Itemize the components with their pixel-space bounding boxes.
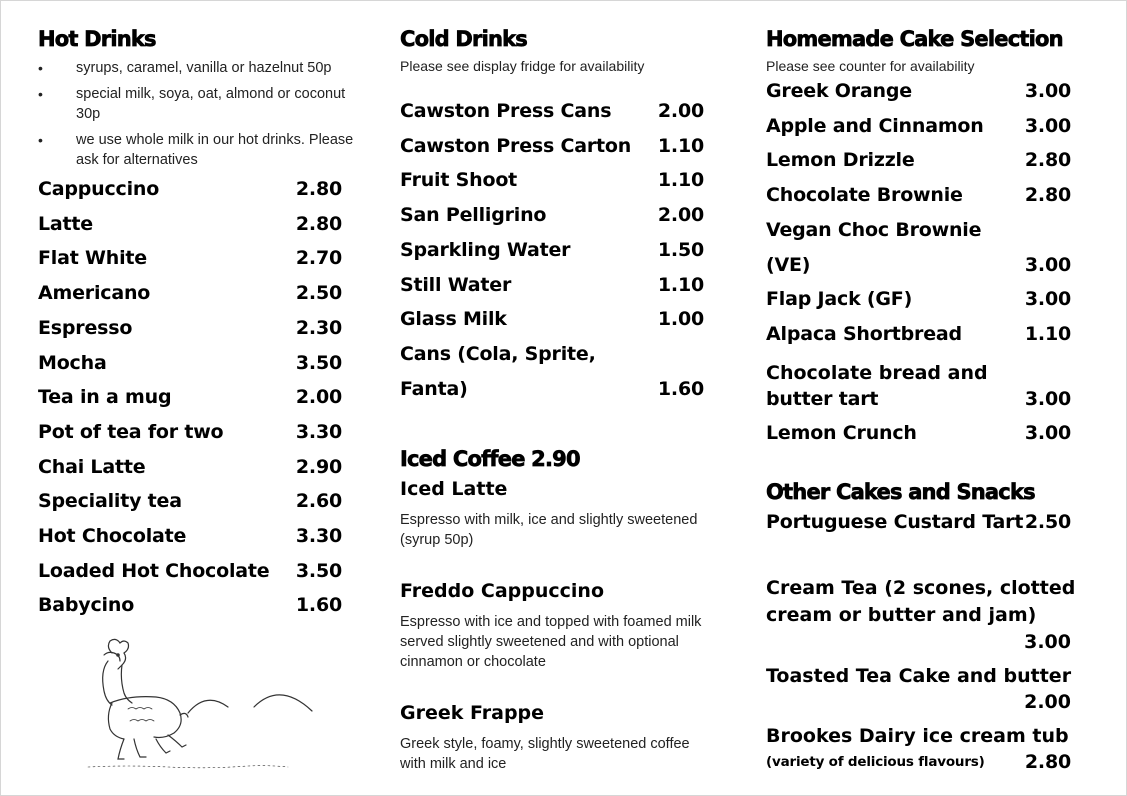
item-name: Apple and Cinnamon: [766, 114, 984, 137]
cake-note: Please see counter for availability: [766, 58, 975, 74]
iced-item-desc: Greek style, foamy, slightly sweetened coffee with milk and ice: [400, 736, 690, 773]
menu-item: [400, 268, 704, 303]
item-price: 2.80: [1024, 751, 1071, 774]
cold-drinks-list: [400, 94, 720, 406]
item-price: 2.80: [1024, 149, 1071, 172]
menu-item: [400, 233, 704, 268]
iced-coffee-item: [400, 698, 720, 774]
item-price: 3.00: [1024, 288, 1071, 311]
item-price: 1.50: [657, 238, 704, 261]
item-name: Portuguese Custard Tart: [766, 511, 1024, 534]
menu-item: [400, 337, 704, 406]
item-name: Latte: [38, 212, 93, 235]
item-name-line2: butter tart: [766, 387, 879, 410]
item-name: Hot Chocolate: [38, 525, 187, 548]
item-note-row: [766, 749, 1071, 775]
item-name: Mocha: [38, 351, 107, 374]
menu-item: [766, 360, 1071, 412]
iced-item-name: Freddo Cappuccino: [400, 580, 604, 603]
item-name: Flap Jack (GF): [766, 288, 913, 311]
item-name: Cawston Press Cans: [400, 100, 612, 122]
menu-item: [766, 317, 1071, 352]
item-name: Espresso: [38, 316, 133, 339]
menu-item: [400, 198, 704, 233]
item-price: 1.60: [295, 594, 342, 617]
item-name: Pot of tea for two: [38, 420, 224, 443]
item-name: Chocolate Brownie: [766, 184, 963, 207]
item-note: (variety of delicious flavours): [766, 754, 985, 771]
cold-drinks-note: Please see display fridge for availability: [400, 58, 645, 74]
item-price: 2.90: [295, 455, 342, 478]
item-name: Speciality tea: [38, 490, 182, 513]
menu-item: [400, 129, 704, 164]
item-price: 2.80: [295, 212, 342, 235]
item-name: Tea in a mug: [38, 386, 172, 409]
item-name: Vegan Choc Brownie (VE): [766, 218, 982, 276]
menu-item: [38, 380, 342, 415]
item-price: 2.00: [295, 386, 342, 409]
item-name: Still Water: [400, 273, 512, 296]
menu-item: [38, 415, 342, 450]
cold-drinks-column: [400, 24, 720, 774]
menu-item: [38, 172, 342, 207]
item-price: 1.10: [657, 169, 704, 192]
item-name: Lemon Drizzle: [766, 149, 915, 172]
item-price: 1.10: [657, 134, 704, 157]
menu-item: [38, 276, 342, 311]
item-price: 2.60: [295, 490, 342, 513]
item-name-line2: cream or butter and jam): [766, 604, 1037, 627]
cake-list: [766, 74, 1086, 450]
bullet-note: • special milk, soya, oat, almond or coconut 30p: [38, 84, 358, 124]
item-price: 2.70: [295, 247, 342, 270]
menu-item: [766, 575, 1086, 656]
hot-drinks-list: [38, 172, 358, 623]
item-price: 3.30: [295, 420, 342, 443]
item-name: Lemon Crunch: [766, 421, 917, 444]
menu-item: [766, 213, 1071, 282]
item-name: Sparkling Water: [400, 238, 571, 261]
item-price: 2.00: [657, 204, 704, 227]
item-name-line2-row: [766, 386, 1071, 412]
hot-drinks-notes: [38, 58, 358, 170]
item-price: 3.00: [1024, 387, 1071, 410]
menu-item: [38, 450, 342, 485]
item-price: 2.80: [295, 178, 342, 200]
iced-item-name: Iced Latte: [400, 478, 508, 501]
other-cakes-title: Other Cakes and Snacks: [766, 480, 1035, 505]
menu-item: [766, 178, 1071, 213]
hot-drinks-title: Hot Drinks: [38, 27, 156, 51]
item-price: 1.10: [657, 273, 704, 296]
item-name: Americano: [38, 282, 151, 305]
menu-item: [400, 94, 704, 129]
item-price: 3.50: [295, 351, 342, 374]
item-price: 3.00: [1024, 253, 1071, 276]
menu-item: [38, 588, 342, 623]
menu-item: [766, 723, 1086, 775]
item-price: 1.00: [657, 308, 704, 331]
item-name: Greek Orange: [766, 80, 912, 102]
menu-item: [38, 207, 342, 242]
menu-item: [38, 484, 342, 519]
iced-coffee-item: [400, 576, 720, 672]
item-name: Brookes Dairy ice cream tub: [766, 725, 1069, 748]
menu-item: [766, 282, 1071, 317]
item-name: Loaded Hot Chocolate: [38, 559, 270, 582]
item-name-line1: Chocolate bread and: [766, 361, 988, 384]
iced-item-desc: Espresso with milk, ice and slightly sweetened (syrup 50p): [400, 512, 698, 549]
menu-item: [766, 109, 1071, 144]
item-price: 1.60: [657, 377, 704, 400]
item-name: San Pelligrino: [400, 204, 547, 227]
menu-item: [766, 663, 1086, 715]
iced-coffee-title: Iced Coffee 2.90: [400, 447, 580, 472]
item-price: 2.00: [1024, 691, 1071, 714]
iced-coffee-item: [400, 474, 720, 550]
item-price: 3.00: [1024, 114, 1071, 137]
item-name: Babycino: [38, 594, 135, 617]
menu-item: [38, 241, 342, 276]
menu-item: [766, 507, 1071, 537]
bullet-note: • we use whole milk in our hot drinks. Please ask for alternatives: [38, 130, 358, 170]
menu-item: [38, 554, 342, 589]
menu-item: [766, 416, 1071, 451]
item-name: Cawston Press Carton: [400, 134, 632, 157]
cake-title: Homemade Cake Selection: [766, 27, 1063, 51]
item-name: Toasted Tea Cake and butter: [766, 665, 1072, 688]
item-name: Flat White: [38, 247, 147, 270]
item-name: Fruit Shoot: [400, 169, 518, 192]
item-price: 3.00: [1024, 421, 1071, 444]
item-price: 1.10: [1024, 322, 1071, 345]
item-price: 3.00: [1024, 80, 1071, 102]
item-price: 2.50: [295, 282, 342, 305]
item-name: Cans (Cola, Sprite, Fanta): [400, 342, 596, 400]
menu-item: [766, 143, 1071, 178]
item-name-line1: Cream Tea (2 scones, clotted: [766, 577, 1076, 600]
cold-drinks-title: Cold Drinks: [400, 27, 527, 51]
alpaca-illustration: [38, 635, 328, 775]
iced-item-desc: Espresso with ice and topped with foamed milk served slightly sweetened and with optional cinnamon or chocolate: [400, 614, 702, 671]
menu-item: [400, 302, 704, 337]
item-price: 2.30: [295, 316, 342, 339]
bullet-note: • syrups, caramel, vanilla or hazelnut 50p: [38, 58, 358, 78]
menu-item: [766, 74, 1071, 109]
item-price: 3.00: [1024, 631, 1071, 654]
hot-drinks-column: [38, 24, 358, 779]
item-price: 2.00: [657, 100, 704, 122]
item-price: 3.50: [295, 559, 342, 582]
menu-item: [38, 346, 342, 381]
item-price: 2.50: [1024, 511, 1071, 534]
item-price: 3.30: [295, 525, 342, 548]
iced-item-name: Greek Frappe: [400, 702, 545, 725]
item-name: Chai Latte: [38, 455, 146, 478]
menu-item: [400, 163, 704, 198]
cake-column: [766, 24, 1086, 775]
item-name: Alpaca Shortbread: [766, 322, 962, 345]
item-price: 2.80: [1024, 184, 1071, 207]
item-name: Cappuccino: [38, 178, 160, 200]
item-name: Glass Milk: [400, 308, 507, 331]
menu-item: [38, 311, 342, 346]
menu-item: [38, 519, 342, 554]
